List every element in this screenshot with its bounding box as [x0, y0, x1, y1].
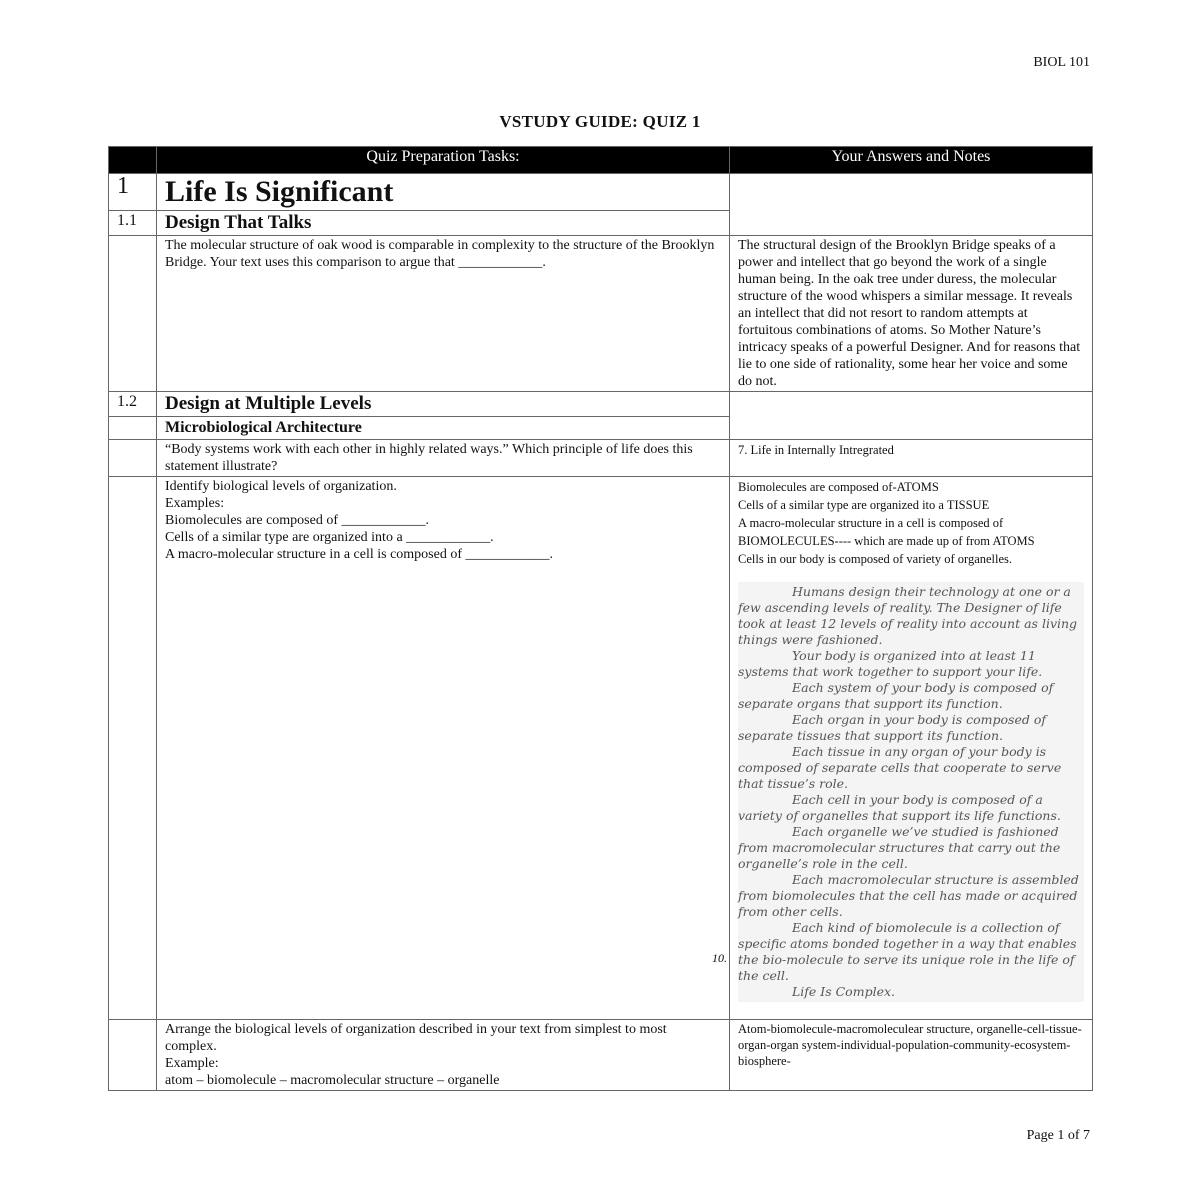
answer-oak-wood[interactable]: The structural design of the Brooklyn Bridge speaks of a power and intellect that go beyond the work of a single human being. In the oak tree under duress, the molecular structure of the wood whispers a similar message. It reveals an intellect that did not resort to random attempts at fortuitous combinations of atoms. So Mother Nature’s intricacy speaks of a powerful Designer. And for reasons that lie to one side of rationality, some hear her voice and some do not. [730, 236, 1093, 392]
answer-levels[interactable] [730, 477, 1093, 1020]
question-arrange-line: Example: [165, 1056, 219, 1071]
quote-paragraph: Each kind of biomolecule is a collection of specific atoms bonded together in a way that enables the bio-molecule to serve its unique role in the life of the cell. [738, 920, 1077, 983]
question-principle-row [109, 440, 1093, 477]
quote-marker: 10. [712, 951, 727, 965]
section-1-1-number: 1.1 [109, 211, 157, 236]
section-1-1-title: Design That Talks [157, 211, 730, 236]
section-1-row [109, 174, 1093, 211]
question-principle: “Body systems work with each other in highly related ways.” Which principle of life does this statement illustrate? [157, 440, 730, 477]
study-guide-table [108, 146, 1093, 1091]
section-1-2-row [109, 392, 1093, 417]
question-arrange [157, 1020, 730, 1091]
question-levels-row [109, 477, 1093, 1020]
section-1-number: 1 [109, 174, 157, 211]
question-levels-line: Biomolecules are composed of ____________. [165, 513, 430, 528]
question-levels-line: Identify biological levels of organization. [165, 479, 397, 494]
subsection-title: Microbiological Architecture [157, 417, 730, 440]
question-levels-line: Examples: [165, 496, 225, 511]
blank-cell [109, 417, 157, 440]
header-answers: Your Answers and Notes [730, 147, 1093, 174]
section-1-title: Life Is Significant [157, 174, 730, 211]
quote-paragraph: Each system of your body is composed of separate organs that support its function. [738, 680, 1054, 711]
answer-arrange[interactable]: Atom-biomolecule-macromoleculear structure, organelle-cell-tissue-organ-organ system-individual-population-community-ecosystem-biosphere- [730, 1020, 1093, 1091]
answer-levels-line: Cells of a similar type are organized ito a TISSUE [738, 498, 990, 512]
question-arrange-line: Arrange the biological levels of organization described in your text from simplest to most complex. [165, 1022, 667, 1054]
section-1-answer-blank [730, 174, 1093, 236]
question-levels-line: A macro-molecular structure in a cell is composed of ____________. [165, 547, 554, 562]
blank-cell [109, 1020, 157, 1091]
answer-principle[interactable]: 7. Life in Internally Intregrated [730, 440, 1093, 477]
header-tasks: Quiz Preparation Tasks: [157, 147, 730, 174]
quote-paragraph: Each organ in your body is composed of separate tissues that support its function. [738, 712, 1046, 743]
quote-paragraph: Your body is organized into at least 11 systems that work together to support your life. [738, 648, 1043, 679]
table-header-row [109, 147, 1093, 174]
answer-levels-line: A macro-molecular structure in a cell is composed of [738, 516, 1004, 530]
course-code: BIOL 101 [1033, 55, 1090, 70]
blank-cell [109, 440, 157, 477]
question-levels-line: Cells of a similar type are organized into a ____________. [165, 530, 494, 545]
question-oak-wood-row [109, 236, 1093, 392]
quote-paragraph: Life Is Complex. [792, 984, 895, 999]
question-levels [157, 477, 730, 1020]
answer-levels-line: Biomolecules are composed of-ATOMS [738, 480, 939, 494]
blank-cell [109, 236, 157, 392]
quote-paragraph: Humans design their technology at one or a few ascending levels of reality. The Designer of life took at least 12 levels of reality into account as living things were fashioned. [738, 584, 1078, 647]
section-1-2-number: 1.2 [109, 392, 157, 417]
section-1-2-title: Design at Multiple Levels [157, 392, 730, 417]
quote-paragraph: Each tissue in any organ of your body is composed of separate cells that cooperate to serve that tissue’s role. [738, 744, 1062, 791]
quote-paragraph: Each macromolecular structure is assembled from biomolecules that the cell has made or acquired from other cells. [738, 872, 1079, 919]
question-arrange-row [109, 1020, 1093, 1091]
answer-levels-line: BIOMOLECULES---- which are made up of from ATOMS [738, 534, 1035, 548]
header-blank [109, 147, 157, 174]
quote-paragraph: Each cell in your body is composed of a variety of organelles that support its life functions. [738, 792, 1061, 823]
blank-cell [109, 477, 157, 1020]
question-arrange-line: atom – biomolecule – macromolecular structure – organelle [165, 1073, 500, 1088]
question-oak-wood: The molecular structure of oak wood is comparable in complexity to the structure of the Brooklyn Bridge. Your text uses this comparison to argue that ____________. [157, 236, 730, 392]
section-1-2-answer-blank [730, 392, 1093, 440]
answer-levels-line: Cells in our body is composed of variety of organelles. [738, 552, 1013, 566]
page-number: Page 1 of 7 [1026, 1128, 1090, 1143]
page-title: VSTUDY GUIDE: QUIZ 1 [499, 112, 701, 131]
quote-paragraph: Each organelle we’ve studied is fashioned from macromolecular structures that carry out the organelle’s role in the cell. [738, 824, 1061, 871]
textbook-quote [738, 582, 1084, 1002]
